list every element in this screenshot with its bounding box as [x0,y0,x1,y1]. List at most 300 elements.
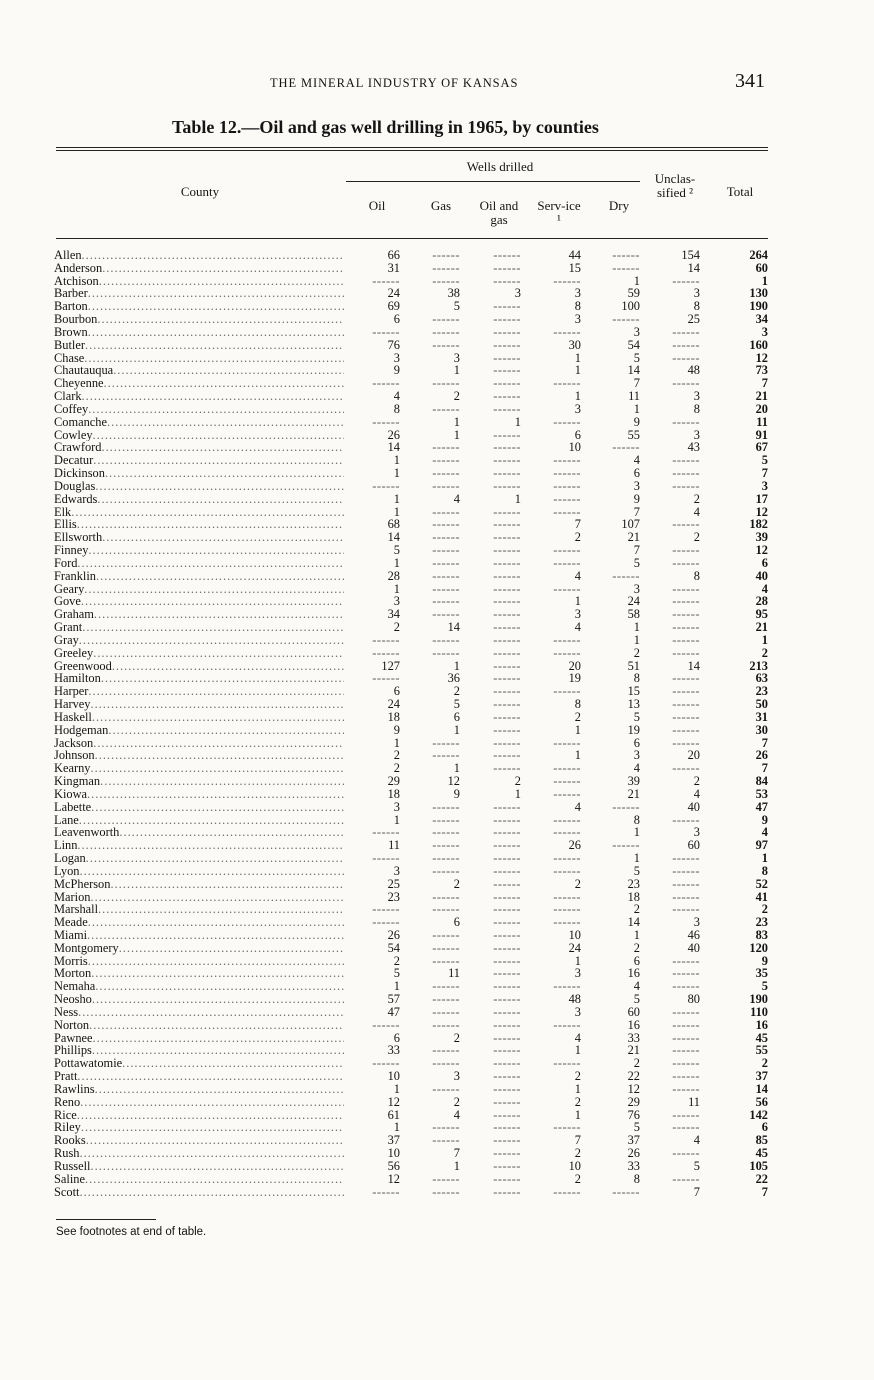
cell-svc: 3 [574,286,581,301]
table-row [0,1057,874,1070]
cell-dry: 100 [621,299,640,314]
cell-unc: 46 [687,927,700,942]
cell-tot: 47 [755,799,768,814]
cell-oil: 2 [393,953,400,968]
empty-cell-dash: ------ [672,632,700,647]
cell-tot: 2 [761,902,768,917]
cell-gas: 12 [447,774,460,789]
cell-tot: 52 [755,876,768,891]
cell-tot: 85 [755,1133,768,1148]
empty-cell-dash: ------ [372,478,400,493]
cell-gas: 9 [453,786,460,801]
cell-gas: 1 [453,722,460,737]
empty-cell-dash: ------ [493,504,521,519]
table-row [0,544,874,557]
empty-cell-dash: ------ [432,1133,460,1148]
county-name: Graham ..... [54,608,344,621]
empty-cell-dash: ------ [672,709,700,724]
empty-cell-dash: ------ [672,812,700,827]
empty-cell-dash: ------ [493,594,521,609]
cell-oil: 1 [393,812,400,827]
cell-unc: 25 [687,312,700,327]
cell-unc: 80 [687,992,700,1007]
cell-svc: 26 [568,838,581,853]
cell-gas: 36 [447,671,460,686]
empty-cell-dash: ------ [432,530,460,545]
cell-svc: 10 [568,1158,581,1173]
cell-oil: 1 [393,466,400,481]
county-name: Linn ..... [54,839,344,852]
cell-dry: 21 [627,530,640,545]
cell-oil: 1 [393,735,400,750]
cell-oil: 2 [393,620,400,635]
empty-cell-dash: ------ [672,1146,700,1161]
county-name: Norton ..... [54,1019,344,1032]
empty-cell-dash: ------ [493,555,521,570]
cell-tot: 7 [761,376,768,391]
empty-cell-dash: ------ [553,915,581,930]
empty-cell-dash: ------ [612,838,640,853]
table-row [0,672,874,685]
cell-tot: 2 [761,645,768,660]
cell-dry: 13 [627,697,640,712]
cell-dry: 33 [627,1158,640,1173]
cell-tot: 7 [761,1184,768,1199]
cell-svc: 1 [574,363,581,378]
cell-oil: 1 [393,1081,400,1096]
empty-cell-dash: ------ [672,1171,700,1186]
table-row [0,570,874,583]
empty-cell-dash: ------ [672,273,700,288]
empty-cell-dash: ------ [493,324,521,339]
cell-unc: 8 [693,401,700,416]
empty-cell-dash: ------ [493,632,521,647]
cell-dry: 4 [633,979,640,994]
empty-cell-dash: ------ [372,414,400,429]
empty-cell-dash: ------ [432,1017,460,1032]
empty-cell-dash: ------ [493,1171,521,1186]
empty-cell-dash: ------ [672,953,700,968]
cell-unc: 3 [693,389,700,404]
county-name: Harper ..... [54,685,344,698]
empty-cell-dash: ------ [372,645,400,660]
cell-oil: 29 [387,774,400,789]
empty-cell-dash: ------ [493,376,521,391]
empty-cell-dash: ------ [493,440,521,455]
cell-unc: 2 [693,491,700,506]
cell-gas: 6 [453,709,460,724]
county-name: Coffey ..... [54,403,344,416]
empty-cell-dash: ------ [493,1004,521,1019]
county-name: Douglas ..... [54,480,344,493]
empty-cell-dash: ------ [672,1030,700,1045]
empty-cell-dash: ------ [432,555,460,570]
empty-cell-dash: ------ [553,478,581,493]
cell-tot: 95 [755,607,768,622]
cell-dry: 5 [633,1120,640,1135]
empty-cell-dash: ------ [553,1120,581,1135]
cell-dry: 29 [627,1094,640,1109]
county-name: Pottawatomie ..... [54,1057,344,1070]
footnote: See footnotes at end of table. [56,1226,207,1238]
cell-unc: 40 [687,799,700,814]
empty-cell-dash: ------ [553,863,581,878]
empty-cell-dash: ------ [553,632,581,647]
header-oil-and-gas: Oil and gas [479,198,519,227]
cell-tot: 1 [761,273,768,288]
empty-cell-dash: ------ [493,697,521,712]
empty-cell-dash: ------ [672,1107,700,1122]
cell-tot: 7 [761,735,768,750]
cell-svc: 4 [574,799,581,814]
empty-cell-dash: ------ [432,735,460,750]
empty-cell-dash: ------ [493,761,521,776]
empty-cell-dash: ------ [493,1146,521,1161]
cell-svc: 2 [574,1069,581,1084]
county-name: Lane ..... [54,814,344,827]
cell-gas: 5 [453,697,460,712]
cell-gas: 38 [447,286,460,301]
empty-cell-dash: ------ [672,645,700,660]
table-row [0,1134,874,1147]
empty-cell-dash: ------ [553,645,581,660]
county-name: Allen ..... [54,249,344,262]
cell-tot: 4 [761,825,768,840]
empty-cell-dash: ------ [672,324,700,339]
empty-cell-dash: ------ [553,273,581,288]
cell-gas: 1 [453,761,460,776]
empty-cell-dash: ------ [493,1017,521,1032]
cell-tot: 53 [755,786,768,801]
table-row [0,1006,874,1019]
empty-cell-dash: ------ [493,876,521,891]
cell-oil: 12 [387,1171,400,1186]
header-county: County [180,184,220,199]
table-row [0,1186,874,1199]
cell-tot: 5 [761,453,768,468]
empty-cell-dash: ------ [672,1069,700,1084]
cell-dry: 7 [633,543,640,558]
empty-cell-dash: ------ [553,376,581,391]
county-name: Gove ..... [54,595,344,608]
empty-cell-dash: ------ [493,1120,521,1135]
empty-cell-dash: ------ [372,376,400,391]
empty-cell-dash: ------ [672,620,700,635]
cell-tot: 142 [749,1107,768,1122]
cell-gas: 1 [453,658,460,673]
cell-unc: 2 [693,774,700,789]
cell-dry: 24 [627,594,640,609]
empty-cell-dash: ------ [493,709,521,724]
empty-cell-dash: ------ [672,1004,700,1019]
empty-cell-dash: ------ [493,568,521,583]
cell-oil: 24 [387,697,400,712]
empty-cell-dash: ------ [493,1107,521,1122]
empty-cell-dash: ------ [672,517,700,532]
empty-cell-dash: ------ [493,427,521,442]
empty-cell-dash: ------ [553,889,581,904]
cell-tot: 105 [749,1158,768,1173]
cell-svc: 3 [574,607,581,622]
cell-unc: 48 [687,363,700,378]
empty-cell-dash: ------ [432,645,460,660]
county-name: Johnson ..... [54,749,344,762]
cell-oil: 28 [387,568,400,583]
empty-cell-dash: ------ [372,632,400,647]
cell-svc: 30 [568,337,581,352]
empty-cell-dash: ------ [553,1017,581,1032]
county-name: Riley ..... [54,1121,344,1134]
empty-cell-dash: ------ [432,1120,460,1135]
header-service: Serv-ice ¹ [537,198,581,227]
cell-oil: 9 [393,722,400,737]
empty-cell-dash: ------ [672,1081,700,1096]
table-row [0,929,874,942]
county-name: Harvey ..... [54,698,344,711]
county-name: Neosho ..... [54,993,344,1006]
county-name: Ellsworth ..... [54,531,344,544]
county-name: Rice ..... [54,1109,344,1122]
empty-cell-dash: ------ [493,466,521,481]
cell-oil: 6 [393,684,400,699]
cell-gas: 1 [453,414,460,429]
cell-svc: 20 [568,658,581,673]
cell-dry: 55 [627,427,640,442]
empty-cell-dash: ------ [553,979,581,994]
table-row [0,287,874,300]
cell-tot: 4 [761,581,768,596]
cell-tot: 3 [761,324,768,339]
county-name: Barber ..... [54,287,344,300]
county-name: Lyon ..... [54,865,344,878]
empty-cell-dash: ------ [432,581,460,596]
empty-cell-dash: ------ [553,453,581,468]
empty-cell-dash: ------ [553,684,581,699]
county-name: Rawlins ..... [54,1083,344,1096]
empty-cell-dash: ------ [372,915,400,930]
table-row [0,762,874,775]
cell-tot: 11 [756,414,768,429]
cell-tot: 17 [755,491,768,506]
cell-dry: 1 [633,273,640,288]
empty-cell-dash: ------ [672,889,700,904]
empty-cell-dash: ------ [553,774,581,789]
county-name: Elk ..... [54,506,344,519]
cell-oil: 5 [393,966,400,981]
cell-dry: 9 [633,491,640,506]
empty-cell-dash: ------ [372,671,400,686]
table-title: Table 12.—Oil and gas well drilling in 1965, by counties [172,117,599,137]
table-row [0,557,874,570]
empty-cell-dash: ------ [553,761,581,776]
cell-tot: 7 [761,466,768,481]
cell-svc: 48 [568,992,581,1007]
cell-oil: 18 [387,786,400,801]
cell-oil: 54 [387,940,400,955]
empty-cell-dash: ------ [493,248,521,262]
cell-svc: 4 [574,1030,581,1045]
cell-oil: 47 [387,1004,400,1019]
table-row [0,1070,874,1083]
cell-svc: 2 [574,1094,581,1109]
cell-dry: 3 [633,324,640,339]
cell-tot: 9 [761,953,768,968]
cell-dry: 12 [627,1081,640,1096]
empty-cell-dash: ------ [432,1043,460,1058]
cell-svc: 3 [574,401,581,416]
cell-dry: 60 [627,1004,640,1019]
table-row [0,724,874,737]
cell-tot: 12 [755,543,768,558]
cell-unc: 5 [693,1158,700,1173]
cell-dry: 23 [627,876,640,891]
empty-cell-dash: ------ [372,324,400,339]
cell-tot: 120 [749,940,768,955]
cell-tot: 28 [755,594,768,609]
county-name: Greeley ..... [54,647,344,660]
cell-dry: 1 [633,620,640,635]
cell-tot: 110 [750,1004,768,1019]
cell-tot: 31 [755,709,768,724]
cell-svc: 1 [574,722,581,737]
cell-oil: 3 [393,594,400,609]
cell-dry: 6 [633,466,640,481]
table-row [0,467,874,480]
cell-unc: 4 [693,786,700,801]
cell-oil: 76 [387,337,400,352]
empty-cell-dash: ------ [432,248,460,262]
table-row [0,262,874,275]
cell-tot: 6 [761,555,768,570]
table-row [0,480,874,493]
empty-cell-dash: ------ [493,953,521,968]
empty-cell-dash: ------ [672,414,700,429]
empty-cell-dash: ------ [672,761,700,776]
cell-dry: 7 [633,376,640,391]
cell-svc: 4 [574,620,581,635]
empty-cell-dash: ------ [493,684,521,699]
cell-tot: 23 [755,915,768,930]
cell-dry: 5 [633,709,640,724]
empty-cell-dash: ------ [432,607,460,622]
cell-dry: 4 [633,761,640,776]
cell-tot: 84 [755,774,768,789]
empty-cell-dash: ------ [493,478,521,493]
cell-svc: 6 [574,427,581,442]
cell-tot: 30 [755,722,768,737]
county-name: Jackson ..... [54,737,344,750]
cell-svc: 2 [574,530,581,545]
cell-oil: 1 [393,979,400,994]
empty-cell-dash: ------ [493,1069,521,1084]
table-row [0,621,874,634]
empty-cell-dash: ------ [553,543,581,558]
empty-cell-dash: ------ [493,273,521,288]
cell-oil: 1 [393,581,400,596]
empty-cell-dash: ------ [493,312,521,327]
cell-unc: 154 [681,248,700,262]
cell-dry: 21 [627,786,640,801]
cell-dry: 21 [627,1043,640,1058]
cell-oil: 23 [387,889,400,904]
cell-oil: 4 [393,389,400,404]
table-row [0,634,874,647]
top-double-rule-2 [56,150,768,151]
cell-svc: 15 [568,260,581,275]
cell-unc: 3 [693,427,700,442]
county-name: Scott ..... [54,1186,344,1199]
empty-cell-dash: ------ [493,1094,521,1109]
cell-gas: 1 [453,1158,460,1173]
table-row [0,339,874,352]
cell-dry: 2 [633,902,640,917]
empty-cell-dash: ------ [493,915,521,930]
county-name: Hodgeman ..... [54,724,344,737]
empty-cell-dash: ------ [372,1017,400,1032]
county-name: Rush ..... [54,1147,344,1160]
empty-cell-dash: ------ [432,799,460,814]
cell-dry: 37 [627,1133,640,1148]
cell-tot: 37 [755,1069,768,1084]
top-double-rule [56,147,768,148]
table-row [0,608,874,621]
cell-svc: 3 [574,1004,581,1019]
county-name: Chase ..... [54,352,344,365]
empty-cell-dash: ------ [493,337,521,352]
empty-cell-dash: ------ [612,799,640,814]
empty-cell-dash: ------ [493,620,521,635]
empty-cell-dash: ------ [672,1056,700,1071]
cell-oil: 127 [381,658,400,673]
county-name: Haskell ..... [54,711,344,724]
county-name: Morris ..... [54,955,344,968]
cell-svc: 3 [574,966,581,981]
table-row [0,249,874,262]
county-name: Logan ..... [54,852,344,865]
cell-tot: 23 [755,684,768,699]
empty-cell-dash: ------ [553,851,581,865]
empty-cell-dash: ------ [493,838,521,853]
cell-tot: 8 [761,863,768,878]
empty-cell-dash: ------ [672,555,700,570]
empty-cell-dash: ------ [432,324,460,339]
cell-oil: 34 [387,607,400,622]
cell-gas: 2 [453,1094,460,1109]
cell-tot: 5 [761,979,768,994]
table-row [0,352,874,365]
empty-cell-dash: ------ [553,1056,581,1071]
cell-oil: 56 [387,1158,400,1173]
empty-cell-dash: ------ [432,1081,460,1096]
county-name: Montgomery ..... [54,942,344,955]
cell-dry: 1 [633,825,640,840]
empty-cell-dash: ------ [672,350,700,365]
county-name: Marion ..... [54,891,344,904]
cell-tot: 60 [755,260,768,275]
cell-oag: 2 [514,774,521,789]
empty-cell-dash: ------ [372,273,400,288]
table-row [0,1173,874,1186]
cell-oil: 37 [387,1133,400,1148]
empty-cell-dash: ------ [493,299,521,314]
cell-oil: 3 [393,863,400,878]
empty-cell-dash: ------ [672,581,700,596]
cell-tot: 35 [755,966,768,981]
cell-tot: 67 [755,440,768,455]
cell-gas: 6 [453,915,460,930]
cell-svc: 44 [568,248,581,262]
empty-cell-dash: ------ [432,902,460,917]
